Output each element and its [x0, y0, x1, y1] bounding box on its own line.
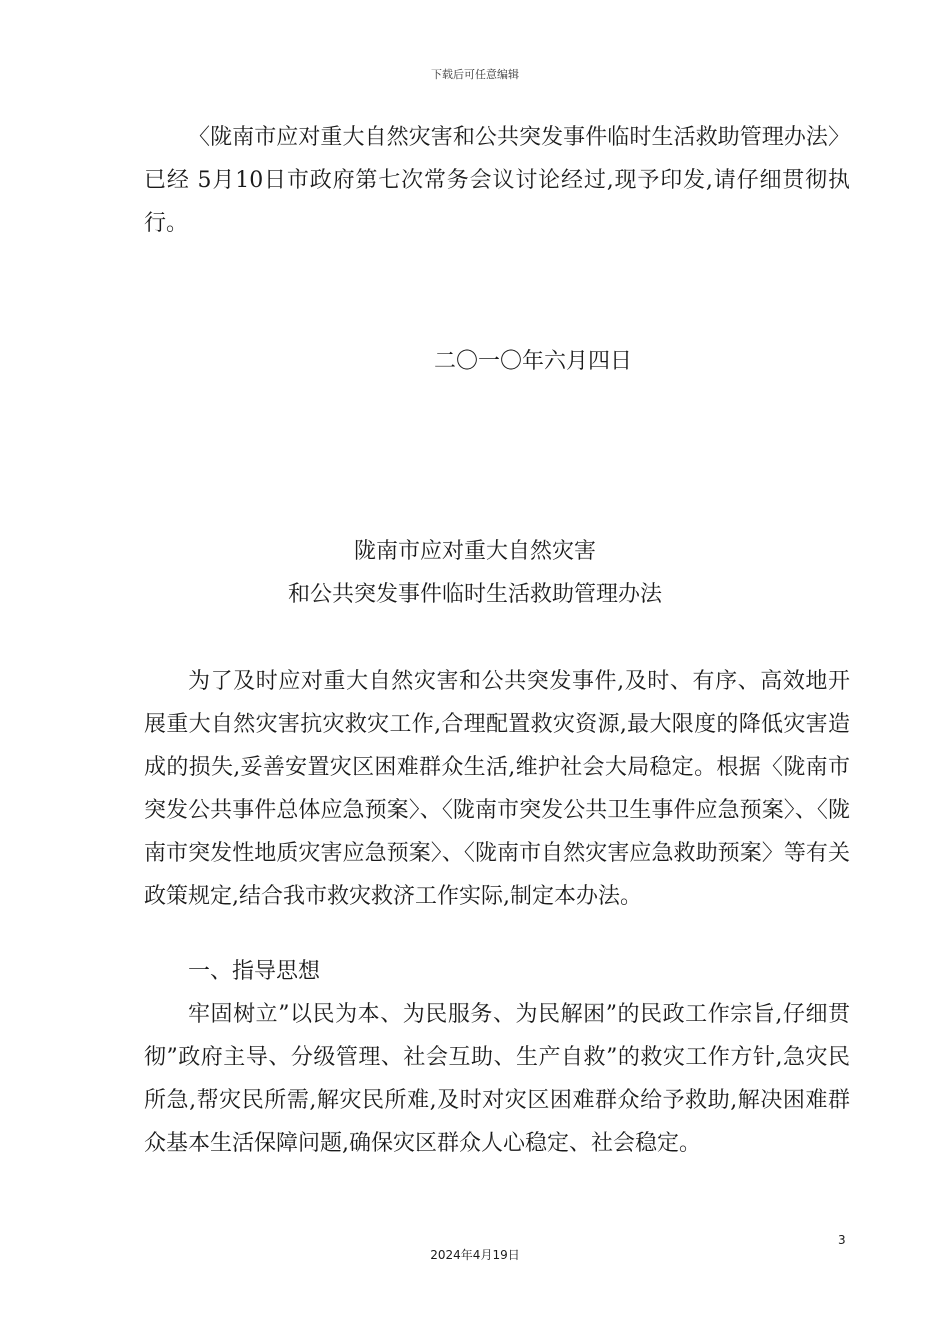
page-number: 3 [838, 1233, 846, 1247]
section-body-guiding-ideology: 牢固树立”以民为本、为民服务、为民解困”的民政工作宗旨,仔细贯彻”政府主导、分级管理、社会互助、生产自救”的救灾工作方针,急灾民所急,帮灾民所需,解灾民所难,及时对灾区困难群众给予救助,解决困难群众基本生活保障问题,确保灾区群众人心稳定、社会稳定。 [144, 1002, 850, 1156]
title-line-2: 和公共突发事件临时生活救助管理办法 [287, 582, 662, 607]
title-line-1: 陇南市应对重大自然灾害 [353, 539, 596, 564]
document-title [0, 530, 950, 616]
header-note: 下载后可任意编辑 [431, 68, 519, 81]
preamble-paragraph: 为了及时应对重大自然灾害和公共突发事件,及时、有序、高效地开展重大自然灾害抗灾救灾工作,合理配置救灾资源,最大限度的降低灾害造成的损失,妥善安置灾区困难群众生活,维护社会大局稳定。根据〈陇南市突发公共事件总体应急预案〉、〈陇南市突发公共卫生事件应急预案〉、〈陇南市突发性地质灾害应急预案〉、〈陇南市自然灾害应急救助预案〉等有关政策规定,结合我市救灾救济工作实际,制定本办法。 [144, 669, 850, 909]
notice-paragraph: 〈陇南市应对重大自然灾害和公共突发事件临时生活救助管理办法〉已经 5月10日市政府第七次常务会议讨论经过,现予印发,请仔细贯彻执行。 [144, 125, 850, 236]
section-heading-guiding-ideology: 一、指导思想 [188, 959, 321, 984]
footer-date: 2024年4月19日 [430, 1248, 520, 1262]
issue-date: 二〇一〇年六月四日 [434, 349, 633, 374]
